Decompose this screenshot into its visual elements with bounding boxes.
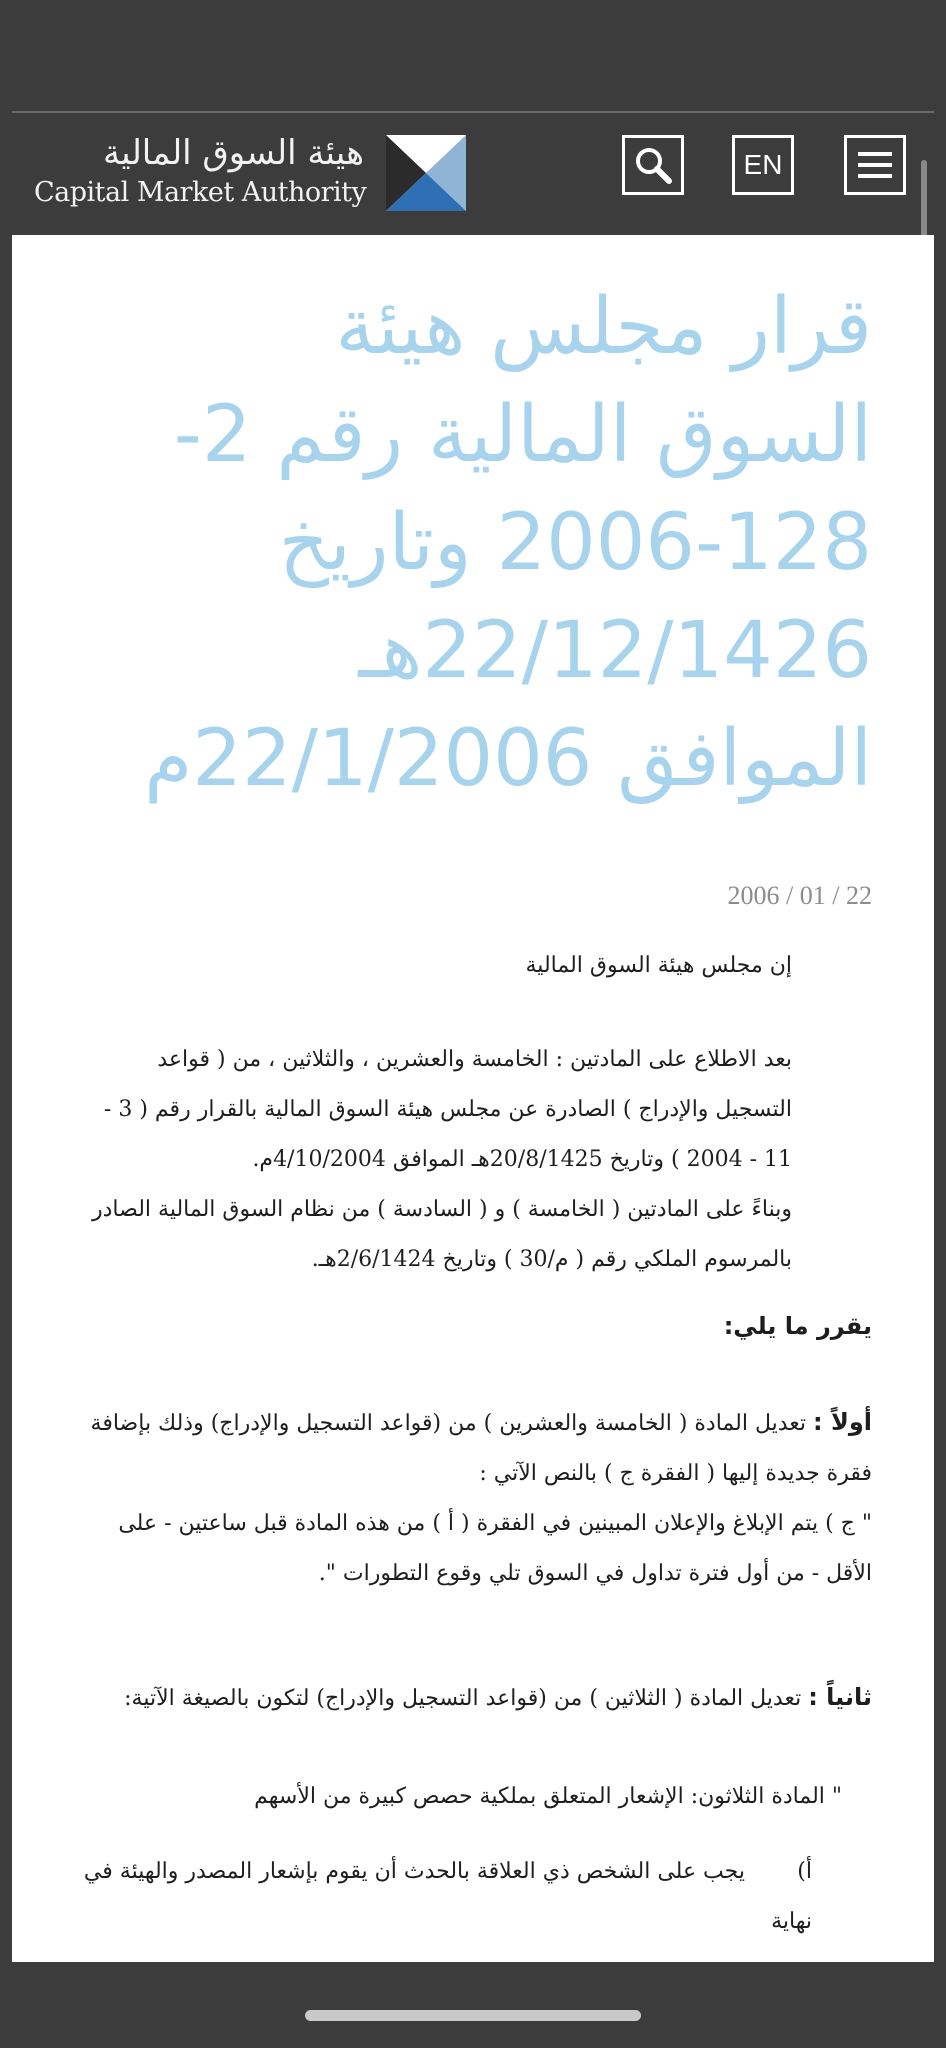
preamble-line-1: بعد الاطلاع على المادتين : الخامسة والعشرين ، والثلاثين ، من ( قواعد التسجيل والإدراج ) الصادرة عن مجلس هيئة السوق المالية بالقرار رقم ( 3 - 11 - 2004 ) وتاريخ 20/8/1425هـ الموافق 4/10/2004م. (103, 1047, 792, 1172)
language-toggle-button[interactable]: EN (732, 135, 794, 195)
first-clause-lead: أولاً : (813, 1408, 872, 1436)
first-clause (82, 1397, 872, 1599)
second-clause-text: تعديل المادة ( الثلاثين ) من (قواعد التسجيل والإدراج) لتكون بالصيغة الآتية: (124, 1686, 802, 1711)
menu-button[interactable] (844, 135, 906, 195)
article-date: 2006 / 01 / 22 (727, 881, 872, 910)
article-content (12, 235, 934, 1962)
home-indicator[interactable] (305, 2010, 641, 2021)
logo-link[interactable] (34, 131, 367, 211)
cma-logo-icon[interactable] (386, 135, 466, 211)
item-a-text: يجب على الشخص ذي العلاقة بالحدث أن يقوم بإشعار المصدر والهيئة في نهاية (83, 1859, 812, 1934)
item-a-number: أ) (797, 1859, 812, 1884)
logo-arabic-text: هيئة السوق المالية (102, 133, 364, 173)
article-title: قرار مجلس هيئة السوق المالية رقم 2-128-2006 وتاريخ 22/12/1426هـ الموافق 22/1/2006م (144, 282, 872, 804)
search-icon (633, 145, 673, 185)
preamble-line-2: وبناءً على المادتين ( الخامسة ) و ( السادسة ) من نظام السوق المالية الصادر بالمرسوم الملكي رقم ( م/30 ) وتاريخ 2/6/1424هـ. (92, 1197, 792, 1272)
hamburger-menu-icon (858, 150, 892, 180)
logo-english-text: Capital Market Authority (34, 177, 367, 208)
site-header (12, 113, 934, 235)
article30-title: " المادة الثلاثون: الإشعار المتعلق بملكية حصص كبيرة من الأسهم (254, 1784, 842, 1809)
search-button[interactable] (622, 135, 684, 195)
decides-heading: يقرر ما يلي: (723, 1312, 872, 1340)
item-a (82, 1847, 872, 1947)
first-clause-quote: " ج ) يتم الإبلاغ والإعلان المبينين في الفقرة ( أ ) من هذه المادة قبل ساعتين - على الأقل - من أول فترة تداول في السوق تلي وقوع التطورات ". (118, 1511, 872, 1586)
first-clause-text: تعديل المادة ( الخامسة والعشرين ) من (قواعد التسجيل والإدراج) وذلك بإضافة فقرة جديدة إليها ( الفقرة ج ) بالنص الآتي : (90, 1411, 872, 1486)
intro-paragraph: إن مجلس هيئة السوق المالية (525, 953, 792, 978)
second-clause-lead: ثانياً : (808, 1683, 872, 1711)
preamble-paragraph (82, 1035, 872, 1285)
second-clause (82, 1672, 872, 1724)
